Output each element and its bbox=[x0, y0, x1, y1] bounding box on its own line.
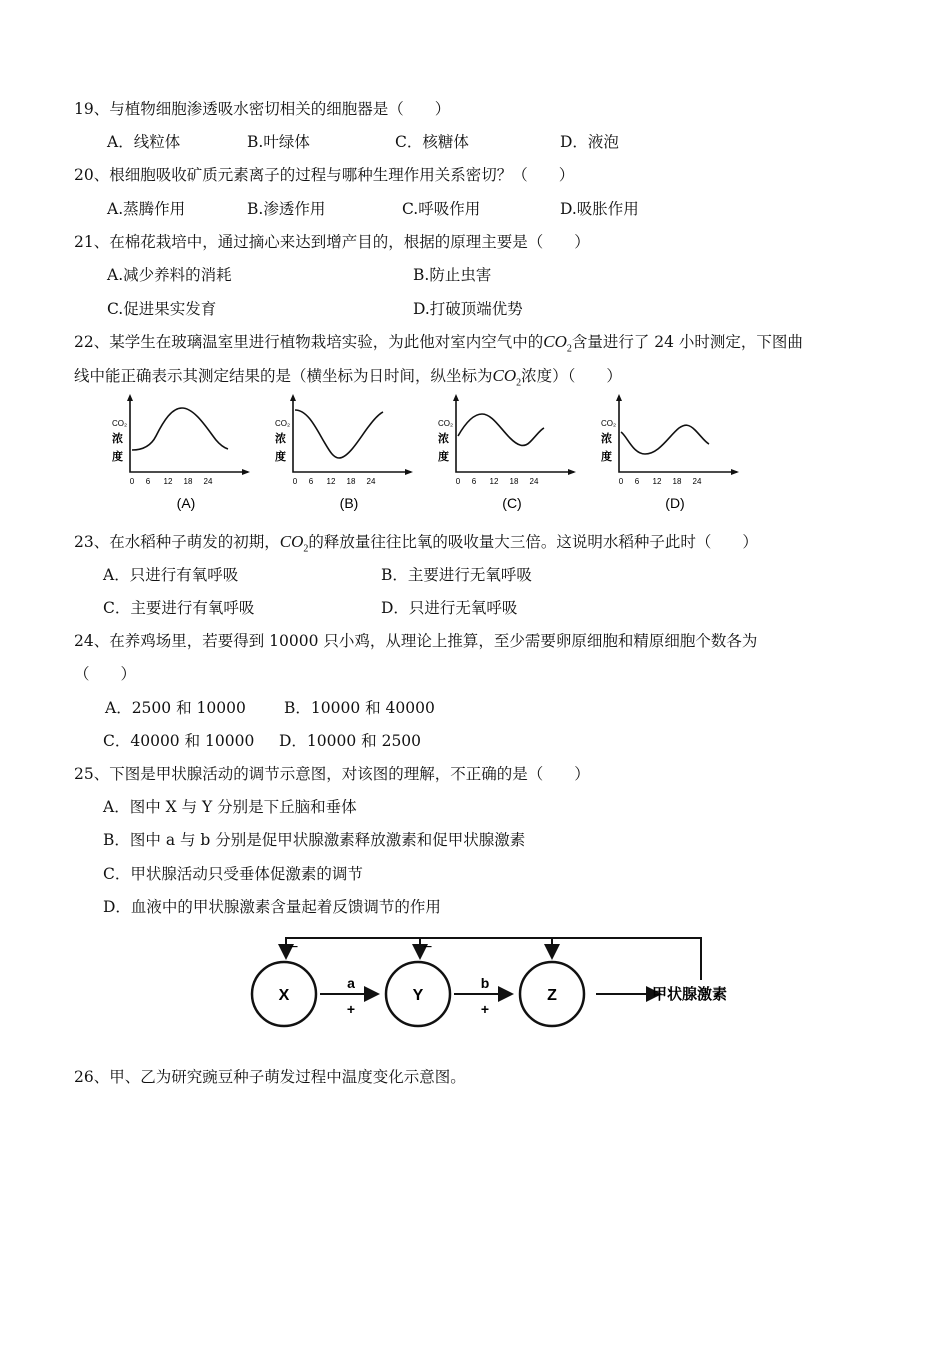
y-axis-arrow bbox=[616, 394, 622, 401]
q21-stem: 21、在棉花栽培中，通过摘心来达到增产目的，根据的原理主要是（ ） bbox=[74, 233, 590, 251]
x-tick-label: 0 bbox=[292, 477, 298, 486]
label-a: a bbox=[347, 975, 355, 991]
co2-subscript: 2 bbox=[303, 543, 309, 555]
x-tick-label: 24 bbox=[203, 477, 213, 486]
x-tick-label: 0 bbox=[618, 477, 624, 486]
q25-option-d: D．血液中的甲状腺激素含量起着反馈调节的作用 bbox=[103, 898, 441, 916]
q24-option-c: C．40000 和 10000 bbox=[103, 732, 255, 750]
q22-co2-graphs bbox=[100, 392, 750, 522]
q20-option-c: C.呼吸作用 bbox=[402, 200, 481, 218]
q20-option-a: A.蒸腾作用 bbox=[107, 200, 186, 218]
q24-option-b: B．10000 和 40000 bbox=[284, 699, 435, 717]
y-axis-label-co2: CO₂ bbox=[601, 419, 617, 428]
q25-option-a: A．图中 X 与 Y 分别是下丘脑和垂体 bbox=[103, 798, 357, 816]
feedback-line-to-x bbox=[286, 938, 701, 980]
y-axis-label-conc: 度 bbox=[112, 451, 123, 463]
graph-axes bbox=[619, 396, 737, 472]
graph-option-label: (B) bbox=[339, 495, 359, 511]
plus-sign-a: + bbox=[346, 1001, 356, 1017]
x-tick-label: 6 bbox=[145, 477, 151, 486]
co2-subscript: 2 bbox=[566, 343, 572, 355]
q21-option-d: D.打破顶端优势 bbox=[413, 300, 523, 318]
co2-subscript: 2 bbox=[516, 377, 522, 389]
q24-stem-line1: 24、在养鸡场里，若要得到 10000 只小鸡，从理论上推算，至少需要卵原细胞和精原细胞个数各为 bbox=[74, 632, 758, 650]
label-b: b bbox=[480, 975, 490, 991]
co2-graph-b bbox=[275, 394, 413, 511]
x-axis-arrow bbox=[405, 469, 413, 475]
q21-option-c: C.促进果实发育 bbox=[107, 300, 217, 318]
thyroid-hormone-label: 甲状腺激素 bbox=[652, 986, 728, 1003]
q20-option-b: B.渗透作用 bbox=[247, 200, 326, 218]
q25-option-b: B．图中 a 与 b 分别是促甲状腺激素释放激素和促甲状腺激素 bbox=[103, 831, 526, 849]
co2-curve bbox=[132, 408, 228, 450]
y-axis-arrow bbox=[290, 394, 296, 401]
q19-stem: 19、与植物细胞渗透吸水密切相关的细胞器是（ ） bbox=[74, 100, 451, 118]
q19-option-b: B.叶绿体 bbox=[247, 133, 310, 151]
x-tick-label: 12 bbox=[652, 477, 662, 486]
q23-stem-part2: 的释放量往往比氧的吸收量大三倍。这说明水稻种子此时（ ） bbox=[308, 533, 758, 551]
y-axis-label-conc: 浓 bbox=[275, 433, 286, 445]
q22-stem-part1: 22、某学生在玻璃温室里进行植物栽培实验，为此他对室内空气中的 bbox=[74, 333, 544, 351]
y-axis-label-co2: CO₂ bbox=[112, 419, 128, 428]
q21-option-a: A.减少养料的消耗 bbox=[107, 266, 232, 284]
x-tick-label: 6 bbox=[308, 477, 314, 486]
graph-option-label: (C) bbox=[502, 495, 522, 511]
co2-text: CO bbox=[543, 332, 567, 351]
co2-formula bbox=[279, 532, 309, 555]
y-axis-arrow bbox=[127, 394, 133, 401]
q22-stem-line1 bbox=[74, 332, 803, 359]
graph-axes bbox=[293, 396, 411, 472]
q20-option-d: D.吸胀作用 bbox=[560, 200, 639, 218]
q20-stem: 20、根细胞吸收矿质元素离子的过程与哪种生理作用关系密切？（ ） bbox=[74, 166, 575, 184]
y-axis-label-conc: 度 bbox=[275, 451, 286, 463]
graph-axes bbox=[456, 396, 574, 472]
q21-option-b: B.防止虫害 bbox=[413, 266, 492, 284]
x-tick-label: 12 bbox=[163, 477, 173, 486]
x-tick-label: 18 bbox=[346, 477, 356, 486]
co2-text: CO bbox=[492, 366, 517, 385]
thyroid-regulation-diagram bbox=[240, 930, 760, 1040]
x-axis-arrow bbox=[731, 469, 739, 475]
q23-option-c: C．主要进行有氧呼吸 bbox=[103, 599, 255, 617]
q23-option-b: B．主要进行无氧呼吸 bbox=[381, 566, 532, 584]
x-tick-label: 12 bbox=[489, 477, 499, 486]
co2-formula bbox=[492, 366, 522, 389]
plus-sign-b: + bbox=[480, 1001, 490, 1017]
minus-sign-x: − bbox=[289, 939, 299, 956]
q25-option-c: C．甲状腺活动只受垂体促激素的调节 bbox=[103, 865, 363, 883]
co2-curve bbox=[295, 410, 383, 458]
graph-option-label: (A) bbox=[176, 495, 196, 511]
co2-graph-c bbox=[438, 394, 576, 511]
co2-text: CO bbox=[279, 532, 304, 551]
x-axis-arrow bbox=[568, 469, 576, 475]
y-axis-label-co2: CO₂ bbox=[275, 419, 291, 428]
x-tick-label: 6 bbox=[634, 477, 640, 486]
q19-option-a: A．线粒体 bbox=[107, 133, 181, 151]
q19-option-d: D．液泡 bbox=[560, 133, 619, 151]
co2-graph-a bbox=[112, 394, 250, 511]
q22-stem-line2 bbox=[74, 366, 622, 393]
q22-stem-part3: 线中能正确表示其测定结果的是（横坐标为日时间，纵坐标为 bbox=[74, 367, 493, 385]
x-tick-label: 12 bbox=[326, 477, 336, 486]
x-tick-label: 0 bbox=[455, 477, 461, 486]
q24-option-d: D．10000 和 2500 bbox=[279, 732, 422, 750]
q24-stem-line2: （ ） bbox=[74, 665, 137, 683]
y-axis-label-conc: 度 bbox=[438, 451, 449, 463]
q25-stem: 25、下图是甲状腺活动的调节示意图，对该图的理解，不正确的是（ ） bbox=[74, 765, 590, 783]
q19-option-c: C．核糖体 bbox=[395, 133, 469, 151]
co2-curve bbox=[458, 414, 544, 445]
x-tick-label: 24 bbox=[529, 477, 539, 486]
node-z-label: Z bbox=[547, 987, 557, 1004]
q26-stem: 26、甲、乙为研究豌豆种子萌发过程中温度变化示意图。 bbox=[74, 1068, 466, 1086]
graph-axes bbox=[130, 396, 248, 472]
node-y-label: Y bbox=[412, 987, 424, 1004]
x-tick-label: 18 bbox=[672, 477, 682, 486]
q22-stem-part4: 浓度）（ ） bbox=[521, 367, 622, 385]
x-tick-label: 18 bbox=[509, 477, 519, 486]
x-tick-label: 24 bbox=[692, 477, 702, 486]
y-axis-label-co2: CO₂ bbox=[438, 419, 454, 428]
co2-curve bbox=[621, 425, 709, 454]
co2-graph-d bbox=[601, 394, 739, 511]
minus-sign-y: − bbox=[423, 939, 433, 956]
node-x-label: X bbox=[278, 987, 290, 1004]
x-tick-label: 24 bbox=[366, 477, 376, 486]
x-tick-label: 18 bbox=[183, 477, 193, 486]
graph-option-label: (D) bbox=[665, 495, 685, 511]
q23-stem bbox=[74, 532, 758, 559]
x-axis-arrow bbox=[242, 469, 250, 475]
x-tick-label: 0 bbox=[129, 477, 135, 486]
y-axis-label-conc: 浓 bbox=[438, 433, 449, 445]
y-axis-label-conc: 浓 bbox=[601, 433, 612, 445]
q23-stem-part1: 23、在水稻种子萌发的初期， bbox=[74, 533, 280, 551]
q23-option-d: D．只进行无氧呼吸 bbox=[381, 599, 518, 617]
q23-option-a: A．只进行有氧呼吸 bbox=[103, 566, 239, 584]
y-axis-arrow bbox=[453, 394, 459, 401]
q22-stem-part2: 含量进行了 24 小时测定，下图曲 bbox=[571, 333, 803, 351]
y-axis-label-conc: 度 bbox=[601, 451, 612, 463]
co2-formula bbox=[543, 332, 572, 355]
y-axis-label-conc: 浓 bbox=[112, 433, 123, 445]
q24-option-a: A．2500 和 10000 bbox=[105, 699, 246, 717]
x-tick-label: 6 bbox=[471, 477, 477, 486]
